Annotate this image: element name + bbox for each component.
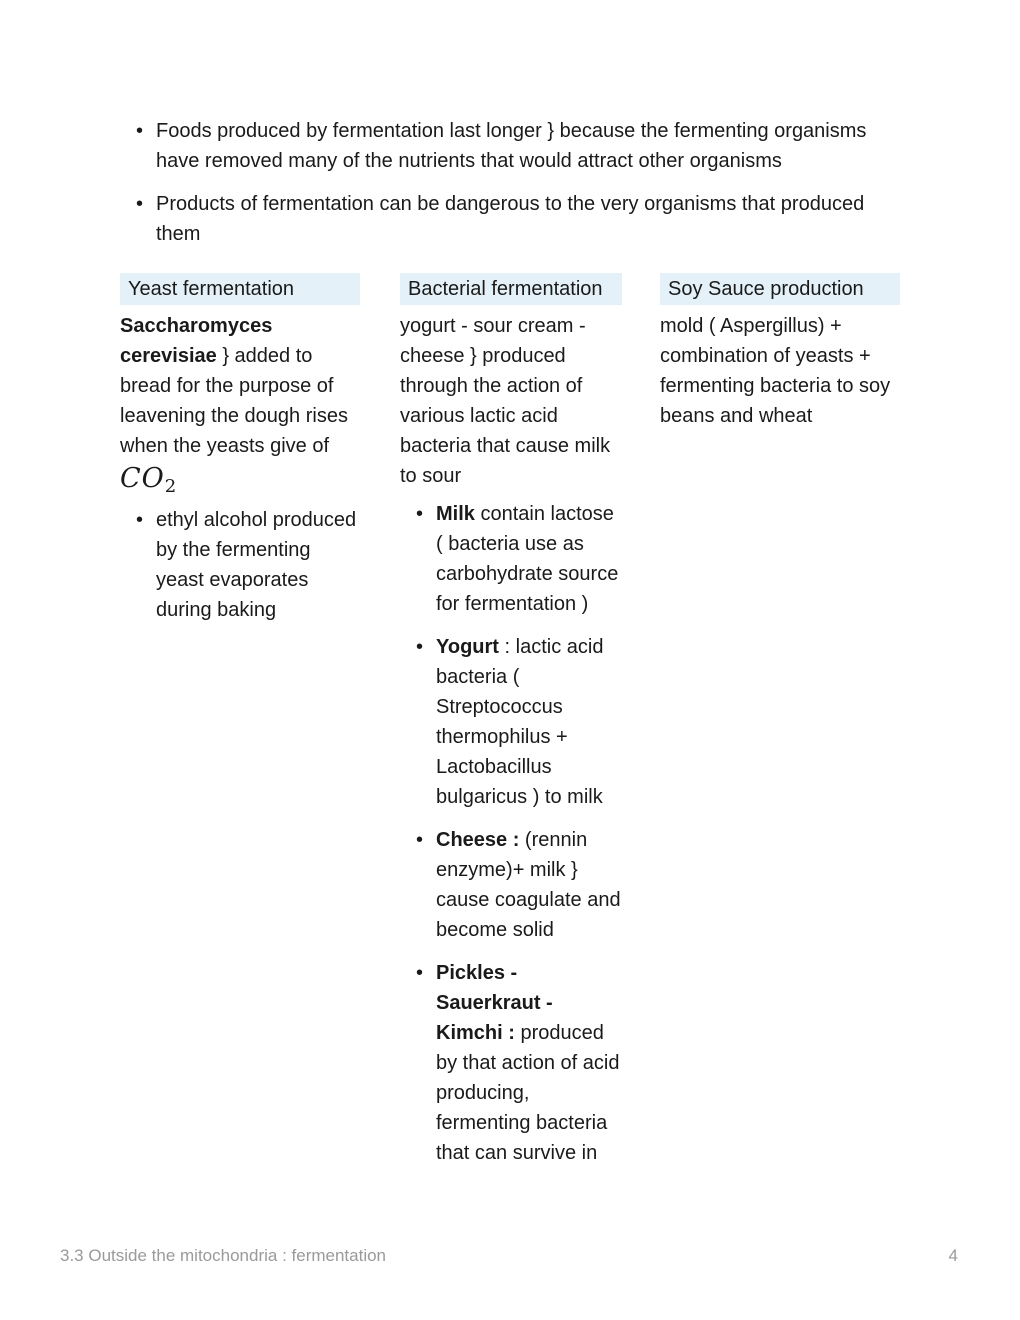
column-bullet-list <box>120 505 360 625</box>
column-soy-sauce-production <box>660 273 900 431</box>
list-item <box>400 632 622 812</box>
bullet-bold: Yogurt <box>436 636 499 658</box>
list-item <box>400 499 622 619</box>
page-number: 4 <box>948 1246 958 1265</box>
intro-bullet-list <box>120 116 900 249</box>
intro-bullet-text: Foods produced by fermentation last longer } because the fermenting organisms have removed many of the nutrients that would attract other organisms <box>156 120 867 172</box>
bullet-bold: Cheese : <box>436 829 520 851</box>
co2-formula <box>120 461 360 497</box>
list-item <box>120 189 900 249</box>
bullet-text: : lactic acid bacteria ( Streptococcus thermophilus + Lactobacillus bulgaricus ) to milk <box>436 636 604 808</box>
column-yeast-fermentation <box>120 273 360 638</box>
list-item <box>400 825 622 945</box>
column-bullet-list <box>400 499 622 1168</box>
column-lead-paragraph <box>400 311 622 491</box>
column-header-bacterial: Bacterial fermentation <box>400 273 622 305</box>
document-page <box>120 116 900 1181</box>
intro-bullet-text: Products of fermentation can be dangerous to the very organisms that produced them <box>156 193 865 245</box>
columns-section <box>120 273 900 1181</box>
bullet-text: ethyl alcohol produced by the fermenting yeast evaporates during baking <box>156 509 357 621</box>
formula-base: CO <box>120 463 165 494</box>
lead-text: mold ( Aspergillus) + combination of yeasts + fermenting bacteria to soy beans and wheat <box>660 315 891 427</box>
list-item <box>400 958 622 1168</box>
lead-text: } added to bread for the purpose of leavening the dough rises when the yeasts give of <box>120 345 348 457</box>
footer-section-title: 3.3 Outside the mitochondria : fermentation <box>60 1246 387 1265</box>
page-footer <box>60 1245 958 1267</box>
column-lead-paragraph <box>120 311 360 497</box>
bullet-bold: Milk <box>436 503 475 525</box>
column-lead-paragraph <box>660 311 900 431</box>
list-item <box>120 116 900 176</box>
column-header-yeast: Yeast fermentation <box>120 273 360 305</box>
column-bacterial-fermentation <box>400 273 622 1181</box>
column-header-soy-sauce: Soy Sauce production <box>660 273 900 305</box>
lead-text: yogurt - sour cream - cheese } produced through the action of various lactic acid bacteria that cause milk to sour <box>400 315 611 487</box>
list-item <box>120 505 360 625</box>
species-name-bold: Saccharomyces cerevisiae <box>120 315 273 367</box>
bullet-text: produced by that action of acid producing, fermenting bacteria that can survive in <box>436 1022 620 1164</box>
bullet-text: (rennin enzyme)+ milk } cause coagulate and become solid <box>436 829 621 941</box>
bullet-text: contain lactose ( bacteria use as carbohydrate source for fermentation ) <box>436 503 619 615</box>
formula-subscript: 2 <box>164 476 177 497</box>
bullet-bold: Pickles - Sauerkraut - Kimchi : <box>436 962 553 1044</box>
